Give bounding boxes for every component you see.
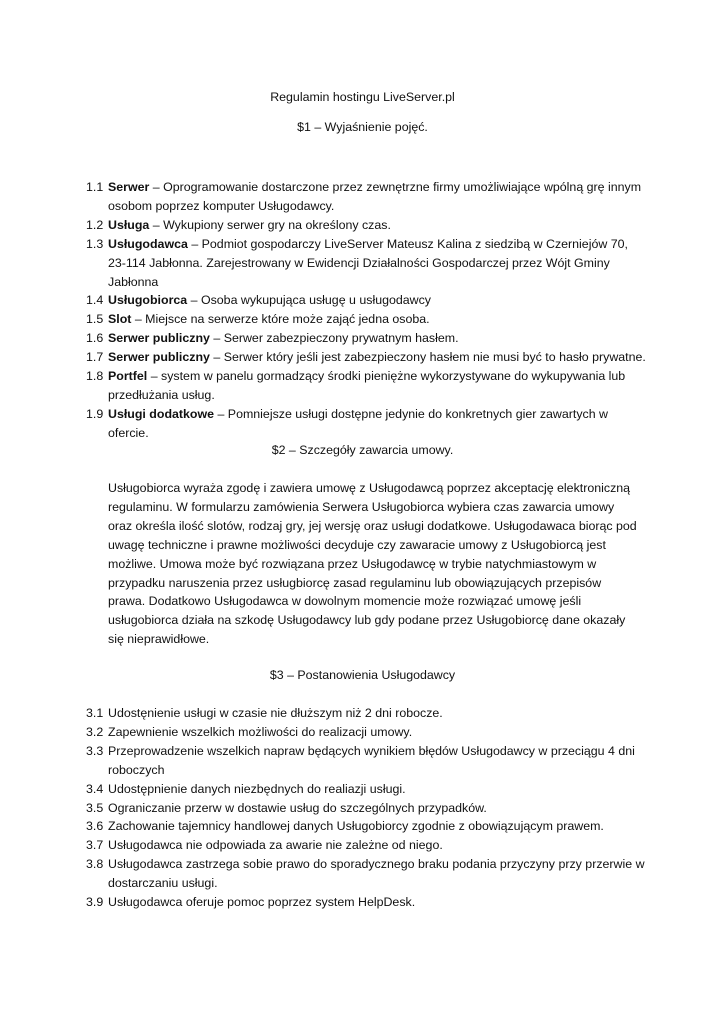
provision-item: [86, 704, 646, 723]
definition-item: [86, 310, 646, 329]
section-2-heading: $2 – Szczegóły zawarcia umowy.: [271, 443, 454, 457]
provision-item: [86, 723, 646, 742]
definition-text: – Serwer zabezpieczony prywatnym hasłem.: [209, 331, 459, 346]
provision-text: Udostęnienie usługi w czasie nie dłuższym niż 2 dni robocze.: [108, 706, 443, 720]
definition-term: Serwer publiczny: [108, 331, 210, 346]
definition-text: – Serwer który jeśli jest zabezpieczony hasłem nie musi być to hasło prywatne.: [209, 350, 646, 365]
provision-text: Udostępnienie danych niezbędnych do realiazji usługi.: [108, 781, 406, 796]
definition-item: [86, 329, 646, 348]
definition-item: [86, 405, 646, 443]
definition-text: – Podmiot gospodarczy LiveServer Mateusz Kalina z siedzibą w Czerniejów 70, 23-114 Jabłonna. Zarejestrowany w Ewidencji Działalności Gospodarczej przez Wójt Gminy Jabłonna: [108, 236, 628, 289]
item-number: 1.6: [86, 331, 104, 346]
definition-item: [86, 348, 646, 367]
provision-item: [86, 855, 646, 893]
definition-term: Slot: [108, 312, 132, 327]
definition-text: – Pomniejsze usługi dostępne jedynie do konkretnych gier zawartych w ofercie.: [108, 406, 608, 440]
item-number: 3.8: [86, 857, 104, 872]
definition-term: Serwer publiczny: [108, 350, 210, 365]
item-number: 3.2: [86, 724, 104, 739]
item-number: 3.7: [86, 838, 104, 853]
provision-item: [86, 742, 646, 780]
item-number: 1.7: [86, 350, 104, 365]
section-1-heading: $1 – Wyjaśnienie pojęć.: [297, 120, 428, 134]
section-1-list: [86, 178, 646, 443]
definition-term: Portfel: [108, 369, 148, 384]
item-number: 3.1: [86, 706, 104, 720]
definition-item: [86, 178, 646, 216]
item-number: 1.5: [86, 312, 104, 327]
definition-text: – system w panelu gormadzący środki pieniężne wykorzystywane do wykupywania lub przedłużania usług.: [108, 369, 626, 402]
definition-text: – Osoba wykupująca usługę u usługodawcy: [187, 293, 432, 308]
provision-text: Zachowanie tajemnicy handlowej danych Usługobiorcy zgodnie z obowiązującym prawem.: [108, 819, 604, 834]
item-number: 3.5: [86, 800, 104, 815]
definition-text: – Miejsce na serwerze które może zająć jedna osoba.: [131, 312, 430, 327]
item-number: 1.1: [86, 180, 104, 194]
item-number: 3.4: [86, 781, 104, 796]
definition-item: [86, 235, 646, 292]
definition-item: [86, 367, 646, 405]
document-title: Regulamin hostingu LiveServer.pl: [270, 90, 455, 104]
item-number: 3.9: [86, 895, 104, 910]
item-number: 3.6: [86, 819, 104, 834]
provision-text: Usługodawca oferuje pomoc poprzez system HelpDesk.: [108, 895, 416, 910]
provision-text: Ograniczanie przerw w dostawie usług do szczególnych przypadków.: [108, 800, 487, 815]
definition-term: Usługodawca: [108, 236, 188, 251]
item-number: 3.3: [86, 743, 104, 758]
provision-item: [86, 893, 646, 912]
provision-text: Usługodawca nie odpowiada za awarie nie zależne od niego.: [108, 838, 443, 853]
provision-text: Przeprowadzenie wszelkich napraw będących wynikiem błędów Usługodawcy w przeciągu 4 dni roboczych: [108, 743, 635, 777]
definition-item: [86, 216, 646, 235]
item-number: 1.2: [86, 217, 104, 232]
section-3-list: [86, 704, 646, 912]
item-number: 1.8: [86, 369, 104, 384]
definition-term: Usługi dodatkowe: [108, 406, 215, 421]
item-number: 1.4: [86, 293, 104, 308]
provision-item: [86, 836, 646, 855]
provision-item: [86, 780, 646, 799]
definition-text: – Wykupiony serwer gry na określony czas.: [149, 217, 391, 232]
definition-term: Usługobiorca: [108, 293, 188, 308]
definition-item: [86, 291, 646, 310]
provision-item: [86, 817, 646, 836]
definition-text: – Oprogramowanie dostarczone przez zewnętrzne firmy umożliwiające wpólną grę innym osobom poprzez komputer Usługodawcy.: [108, 180, 642, 213]
provision-text: Usługodawca zastrzega sobie prawo do sporadycznego braku podania przyczyny przy przerwie w dostarczaniu usługi.: [108, 857, 645, 891]
definition-term: Usługa: [108, 217, 150, 232]
section-2-paragraph: Usługobiorca wyraża zgodę i zawiera umowę z Usługodawcą poprzez akceptację elektroniczną regulaminu. W formularzu zamówienia Serwera Usługobiorca wybiera czas zawarcia umowy oraz określa ilość slotów, rodzaj gry, jej wersję oraz usługi dodatkowe. Usługodawaca biorąc pod uwagę techniczne i prawne możliwości decyduje czy zawaracie umowy z Usługobiorcą jest możliwe. Umowa może być rozwiązana przez Usługodawcę w trybie natychmiastowym w przypadku naruszenia przez usługbiorcę zasad regulaminu lub obowiązujących przepisów prawa. Dodatkowo Usługodawca w dowolnym momencie może rozwiązać umowę jeśli usługobiorca działa na szkodę Usługodawcy lub gdy podane przez Usługobiorcę dane okazały się nieprawidłowe.: [108, 481, 637, 647]
item-number: 1.3: [86, 236, 104, 251]
item-number: 1.9: [86, 406, 104, 421]
definition-term: Serwer: [108, 180, 150, 194]
provision-text: Zapewnienie wszelkich możliwości do realizacji umowy.: [108, 724, 413, 739]
provision-item: [86, 799, 646, 818]
section-3-heading: $3 – Postanowienia Usługodawcy: [269, 668, 456, 682]
